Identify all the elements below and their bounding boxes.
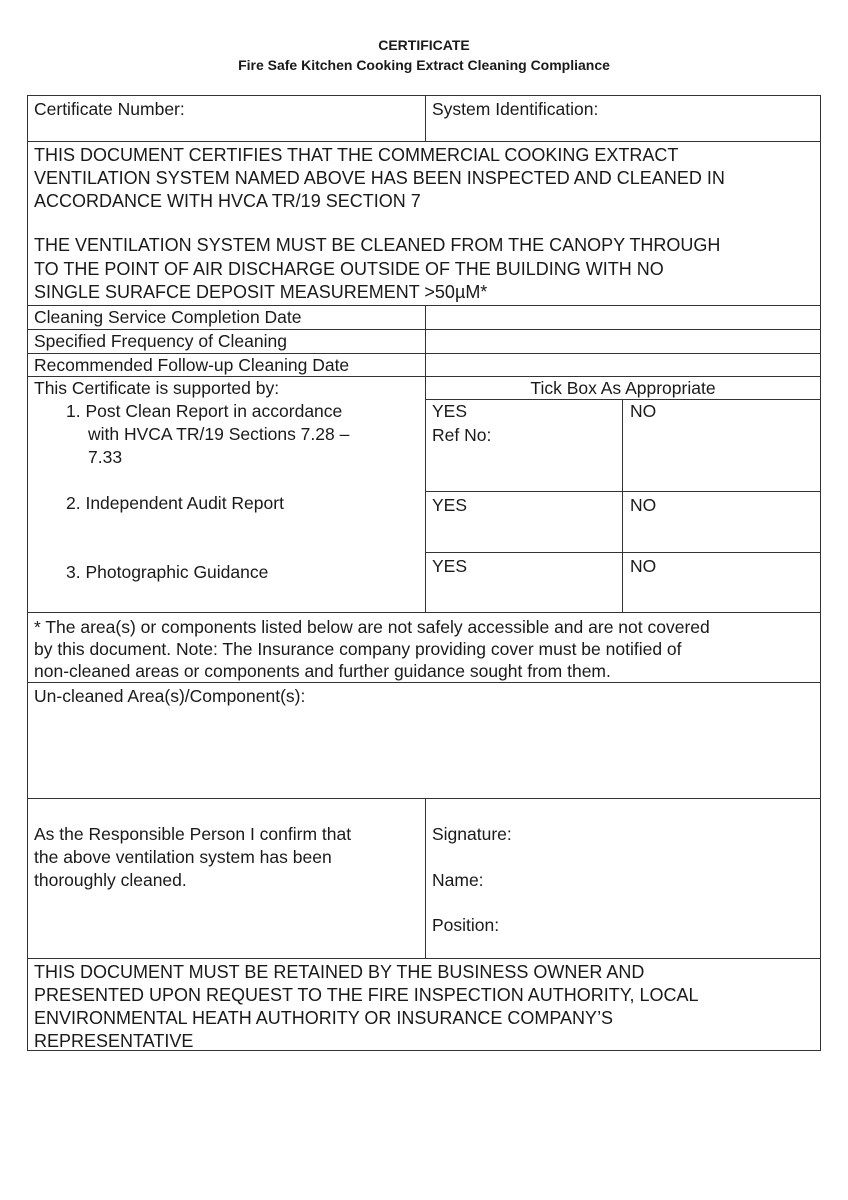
rule [425, 798, 426, 958]
support-item-photographic: 3. Photographic Guidance [66, 562, 269, 582]
rule [27, 958, 821, 959]
certificate-number-label: Certificate Number: [34, 99, 185, 119]
footer-line: REPRESENTATIVE [34, 1031, 194, 1051]
followup-date-label: Recommended Follow-up Cleaning Date [34, 355, 350, 375]
yes-option[interactable]: YES [432, 401, 468, 421]
support-item-post-clean: 1. Post Clean Report in accordance [66, 401, 343, 421]
support-intro: This Certificate is supported by: [34, 378, 280, 398]
statement-line: THIS DOCUMENT CERTIFIES THAT THE COMMERCIAL COOKING EXTRACT [34, 145, 679, 165]
frequency-label: Specified Frequency of Cleaning [34, 331, 287, 351]
rule [27, 612, 821, 613]
yes-option[interactable]: YES [432, 495, 468, 515]
footer-line: PRESENTED UPON REQUEST TO THE FIRE INSPECTION AUTHORITY, LOCAL [34, 985, 699, 1005]
no-option[interactable]: NO [630, 556, 657, 576]
note-line: by this document. Note: The Insurance company providing cover must be notified of [34, 639, 682, 659]
rule [27, 798, 821, 799]
footer-line: ENVIRONMENTAL HEATH AUTHORITY OR INSURANCE COMPANY’S [34, 1008, 614, 1028]
certificate-title: CERTIFICATE [378, 37, 470, 53]
confirmation-line: thoroughly cleaned. [34, 870, 187, 890]
ref-no-label: Ref No: [432, 425, 492, 445]
support-item-audit: 2. Independent Audit Report [66, 493, 284, 513]
statement-line: SINGLE SURAFCE DEPOSIT MEASUREMENT >50µM* [34, 282, 488, 302]
rule [27, 682, 821, 683]
rule [425, 305, 426, 612]
completion-date-label: Cleaning Service Completion Date [34, 307, 302, 327]
support-item-post-clean: with HVCA TR/19 Sections 7.28 – [88, 424, 350, 444]
rule [425, 552, 821, 553]
no-option[interactable]: NO [630, 401, 657, 421]
position-label: Position: [432, 915, 500, 935]
rule [27, 141, 821, 142]
signature-label: Signature: [432, 824, 512, 844]
uncleaned-areas-label: Un-cleaned Area(s)/Component(s): [34, 686, 306, 706]
statement-line: TO THE POINT OF AIR DISCHARGE OUTSIDE OF THE BUILDING WITH NO [34, 259, 664, 279]
statement-line: VENTILATION SYSTEM NAMED ABOVE HAS BEEN INSPECTED AND CLEANED IN [34, 168, 725, 188]
rule [425, 95, 426, 141]
system-identification-label: System Identification: [432, 99, 599, 119]
statement-line: ACCORDANCE WITH HVCA TR/19 SECTION 7 [34, 191, 421, 211]
certificate-subtitle: Fire Safe Kitchen Cooking Extract Cleaning Compliance [238, 57, 610, 73]
tick-box-header: Tick Box As Appropriate [530, 378, 716, 398]
support-item-post-clean: 7.33 [88, 447, 123, 467]
rule [622, 399, 623, 612]
yes-option[interactable]: YES [432, 556, 468, 576]
note-line: * The area(s) or components listed below are not safely accessible and are not covered [34, 617, 710, 637]
name-label: Name: [432, 870, 484, 890]
statement-line: THE VENTILATION SYSTEM MUST BE CLEANED FROM THE CANOPY THROUGH [34, 235, 721, 255]
no-option[interactable]: NO [630, 495, 657, 515]
confirmation-line: As the Responsible Person I confirm that [34, 824, 352, 844]
rule [425, 399, 821, 400]
footer-line: THIS DOCUMENT MUST BE RETAINED BY THE BUSINESS OWNER AND [34, 962, 645, 982]
confirmation-line: the above ventilation system has been [34, 847, 332, 867]
rule [425, 491, 821, 492]
note-line: non-cleaned areas or components and further guidance sought from them. [34, 661, 611, 681]
